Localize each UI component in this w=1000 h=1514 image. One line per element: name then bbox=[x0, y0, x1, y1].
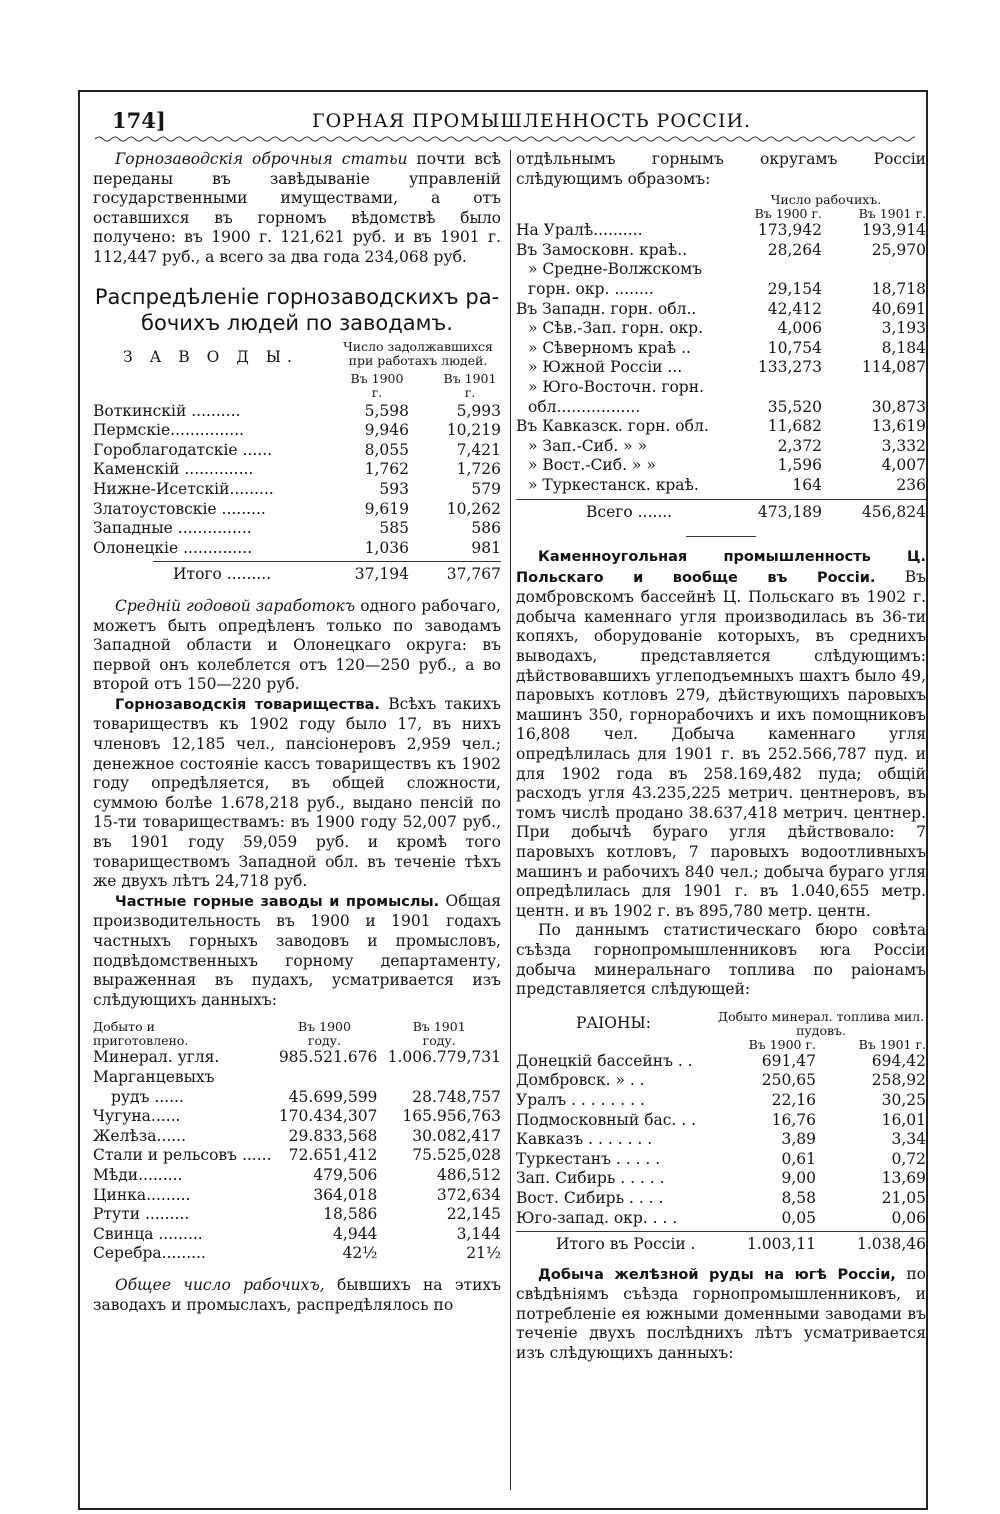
row-value: 250,65 bbox=[761, 1071, 816, 1090]
row-label: » Сѣверномъ краѣ .. bbox=[528, 338, 691, 357]
total-value: 37,767 bbox=[446, 565, 501, 584]
table-col-label: Добыто и приготовлено. bbox=[93, 1019, 189, 1049]
row-label: Зап. Сибирь . . . . . bbox=[516, 1169, 665, 1188]
table-row bbox=[516, 358, 926, 378]
total-value: 1.038,46 bbox=[856, 1235, 926, 1254]
table-workers-by-district bbox=[516, 193, 926, 522]
row-value: 10,219 bbox=[446, 421, 501, 440]
row-value: 4,006 bbox=[777, 319, 822, 338]
row-label: Свинца ......... bbox=[93, 1224, 203, 1243]
row-value: 170.434,307 bbox=[278, 1107, 378, 1126]
paragraph-obrochnye bbox=[93, 150, 501, 268]
row-value: 9,619 bbox=[364, 499, 409, 518]
table-group-header: Число задолжавшихся при работахъ людей. bbox=[343, 338, 493, 368]
table-row bbox=[516, 241, 926, 261]
paragraph-text: Общая производительность въ 1900 и 1901 годахъ частныхъ горныхъ заводовъ и промысловъ, подвѣдомственныхъ горному департаменту, выраженная въ пудахъ, усматривается изъ слѣдующихъ данныхъ: bbox=[93, 891, 502, 1009]
row-label: Домбровск. » . . bbox=[516, 1071, 645, 1090]
row-label: » Средне-Волжскомъ bbox=[528, 260, 703, 279]
row-value: 3,34 bbox=[891, 1130, 926, 1149]
row-value: 13,619 bbox=[871, 417, 926, 436]
row-value: 35,520 bbox=[767, 397, 822, 416]
row-label: Донецкій бассейнъ . . bbox=[516, 1051, 693, 1070]
table-year-header: Въ 1901 г. bbox=[858, 1036, 926, 1052]
bold-lead: Частные горные заводы и промыслы. bbox=[115, 893, 440, 910]
table-row bbox=[93, 1166, 501, 1186]
italic-lead: Средній годовой заработокъ bbox=[115, 596, 356, 615]
row-value bbox=[822, 260, 926, 280]
italic-lead: Общее число рабочихъ, bbox=[115, 1275, 325, 1294]
heading-line-2: бочихъ людей по заводамъ. bbox=[141, 310, 453, 335]
table-col-label: РАІОНЫ: bbox=[576, 1013, 651, 1032]
row-label: Въ Западн. горн. обл.. bbox=[516, 299, 697, 318]
paragraph-associations bbox=[93, 695, 501, 892]
total-value: 456,824 bbox=[861, 502, 926, 521]
bold-lead: Горнозаводскія товарищества. bbox=[115, 696, 380, 713]
row-label: Туркестанъ . . . . . bbox=[516, 1149, 661, 1168]
row-label: » Юго-Восточн. горн. bbox=[528, 377, 704, 396]
section-heading-distribution bbox=[93, 284, 501, 336]
row-label: Юго-запад. окр. . . . bbox=[516, 1208, 678, 1227]
table-row bbox=[93, 480, 501, 500]
row-value: 4,007 bbox=[881, 456, 926, 475]
table-row bbox=[516, 1130, 926, 1150]
table-group-header: Добыто минерал. топлива мил. пудовъ. bbox=[717, 1008, 925, 1038]
row-value: 0,05 bbox=[781, 1208, 816, 1227]
paragraph-text: по свѣдѣніямъ съѣзда горнопромышленниковъ, и потребленіе ея южными доменными заводами въ теченіе двухъ послѣднихъ лѣтъ усматривается изъ слѣдующихъ данныхъ: bbox=[516, 1264, 926, 1363]
row-value: 985.521.676 bbox=[278, 1048, 378, 1067]
row-value: 173,942 bbox=[757, 221, 822, 240]
row-value: 16,76 bbox=[771, 1110, 816, 1129]
row-value: 164 bbox=[792, 475, 822, 494]
table-row bbox=[516, 378, 926, 398]
row-label: Уралъ . . . . . . . . bbox=[516, 1090, 645, 1109]
table-row bbox=[516, 300, 926, 320]
row-label: Марганцевыхъ bbox=[93, 1067, 215, 1086]
table-row bbox=[516, 437, 926, 457]
table-year-header: Въ 1901 г. bbox=[443, 370, 497, 400]
table-row bbox=[516, 319, 926, 339]
table-year-header: Въ 1900 г. bbox=[350, 370, 404, 400]
table-row bbox=[516, 1071, 926, 1091]
row-value: 372,634 bbox=[436, 1185, 501, 1204]
row-value: 21,05 bbox=[881, 1188, 926, 1207]
row-value: 75.525,028 bbox=[412, 1146, 501, 1165]
row-label: Каменскій .............. bbox=[93, 460, 254, 479]
table-row bbox=[93, 1146, 501, 1166]
table-row bbox=[93, 1068, 501, 1088]
row-value: 364,018 bbox=[313, 1185, 378, 1204]
row-value: 30.082,417 bbox=[412, 1126, 501, 1145]
row-label: Ртути ......... bbox=[93, 1205, 190, 1224]
table-total-row bbox=[93, 565, 501, 585]
short-rule bbox=[686, 536, 756, 537]
table-row bbox=[516, 221, 926, 241]
row-label: » Зап.-Сиб. » » bbox=[528, 436, 648, 455]
row-value bbox=[726, 260, 822, 280]
row-label: Олонецкіе .............. bbox=[93, 538, 253, 557]
table-total-row bbox=[516, 503, 926, 523]
table-year-header: Въ 1901 году. bbox=[412, 1019, 466, 1049]
row-label: Минерал. угля. bbox=[93, 1048, 220, 1067]
paragraph-iron-ore bbox=[516, 1265, 926, 1364]
table-fuel-by-region bbox=[516, 1010, 926, 1255]
row-value bbox=[822, 378, 926, 398]
right-column bbox=[516, 150, 926, 1364]
paragraph-workers-total bbox=[93, 1276, 501, 1315]
bold-lead: Добыча желѣзной руды на югѣ Россіи, bbox=[538, 1266, 896, 1283]
row-value: 28.748,757 bbox=[412, 1087, 501, 1106]
row-label: Въ Замосковн. краѣ.. bbox=[516, 240, 688, 259]
paragraph-bureau: По даннымъ статистическаго бюро совѣта съѣзда горнопромышленниковъ юга Россіи добыча минеральнаго топлива по раіонамъ представляется слѣдующей: bbox=[516, 921, 926, 999]
row-value: 1,596 bbox=[777, 456, 822, 475]
paragraph-text: почти всѣ переданы въ завѣдываніе управленій государственными имуществами, а отъ оставшихся въ горномъ вѣдомствѣ было получено: въ 1900 г. 121,621 руб. и въ 1901 г. 112,447 руб., а всего за два года 234,068 руб. bbox=[93, 150, 501, 266]
row-value: 236 bbox=[896, 475, 926, 494]
paragraph-continuation: отдѣльнымъ горнымъ округамъ Россіи слѣдующимъ образомъ: bbox=[516, 150, 926, 188]
row-value: 22,145 bbox=[446, 1205, 501, 1224]
paragraph-text: бывшихъ на этихъ заводахъ и промыслахъ, распредѣлялось по bbox=[93, 1275, 502, 1314]
row-value: 29,154 bbox=[767, 279, 822, 298]
paragraph-text: одного рабочаго, можетъ быть опредѣленъ только по заводамъ Западной области и Олонецкаго округа: въ первой онъ колеблется отъ 120—250 руб., а во второй отъ 150—220 руб. bbox=[93, 596, 501, 694]
table-year-header: Въ 1901 г. bbox=[858, 206, 926, 222]
row-value: 3,89 bbox=[781, 1130, 816, 1149]
row-value: 479,506 bbox=[313, 1165, 378, 1184]
row-value: 9,00 bbox=[781, 1169, 816, 1188]
table-row bbox=[93, 1186, 501, 1206]
row-value: 11,682 bbox=[767, 417, 822, 436]
row-value: 4,944 bbox=[333, 1224, 378, 1243]
row-label: На Уралѣ.......... bbox=[516, 221, 643, 240]
table-row bbox=[93, 1088, 501, 1108]
row-value: 10,754 bbox=[767, 338, 822, 357]
row-value: 72.651,412 bbox=[288, 1146, 378, 1165]
row-value bbox=[272, 1068, 378, 1088]
page-number: 174] bbox=[112, 108, 166, 133]
table-row bbox=[93, 1225, 501, 1245]
paragraph-text: Въ домбровскомъ бассейнѣ Ц. Польскаго въ 1902 г. добыча каменнаго угля производилась въ 36-ти копяхъ, оборудованіе которыхъ, въ среднихъ выводахъ, представляется слѣдующимъ: дѣйствовавшихъ углеподъемныхъ шахтъ было 49, паровыхъ котловъ 279, дѣйствующихъ паровыхъ машинъ 350, горнорабочихъ и ихъ помощниковъ 16,808 чел. Добыча каменнаго угля опредѣлилась для 1901 г. въ 252.566,787 пуд. и для 1902 года въ 258.169,482 пуда; общій расходъ угля 43.235,225 метрич. центнеровъ, въ томъ числѣ продано 38.637,418 метрич. центнер. При добычѣ бураго угля дѣйствовало: 7 паровыхъ котловъ, 7 паровыхъ водоотливныхъ машинъ и рабочихъ 840 чел.; добыча бураго угля опредѣлилась для 1901 г. въ 1.040,655 метр. центн. и въ 1902 г. въ 895,780 метр. центн. bbox=[516, 567, 927, 920]
row-value: 5,993 bbox=[456, 401, 501, 420]
table-row bbox=[516, 456, 926, 476]
wavy-rule bbox=[95, 134, 915, 144]
row-label: Гороблагодатскіе ...... bbox=[93, 440, 273, 459]
table-row bbox=[516, 1189, 926, 1209]
row-value: 18,586 bbox=[323, 1205, 378, 1224]
table-col-label: З А В О Д Ы. bbox=[123, 347, 298, 366]
table-workers-by-plant bbox=[93, 340, 501, 585]
row-value: 42½ bbox=[342, 1244, 378, 1263]
row-value: 25,970 bbox=[871, 240, 926, 259]
row-label: Западные ............... bbox=[93, 519, 252, 538]
row-value: 3,193 bbox=[881, 319, 926, 338]
total-label: Всего ....... bbox=[586, 502, 673, 521]
row-value: 1.006.779,731 bbox=[387, 1048, 501, 1067]
row-value: 30,873 bbox=[871, 397, 926, 416]
italic-lead: Горнозаводскія оброчныя статьи bbox=[115, 150, 408, 168]
table-row bbox=[516, 476, 926, 496]
table-row bbox=[93, 1244, 501, 1264]
table-row bbox=[516, 260, 926, 280]
row-value: 0,61 bbox=[781, 1149, 816, 1168]
table-row bbox=[516, 280, 926, 300]
row-value: 22,16 bbox=[771, 1090, 816, 1109]
row-value: 29.833,568 bbox=[288, 1126, 378, 1145]
row-value: 40,691 bbox=[871, 299, 926, 318]
row-value: 585 bbox=[379, 519, 409, 538]
row-value: 8,055 bbox=[364, 440, 409, 459]
row-value bbox=[377, 1068, 501, 1088]
row-label: горн. окр. ........ bbox=[528, 279, 654, 298]
table-year-header: Въ 1900 г. bbox=[748, 1036, 816, 1052]
table-row bbox=[93, 519, 501, 539]
row-label: Чугуна...... bbox=[93, 1107, 181, 1126]
table-row bbox=[516, 339, 926, 359]
row-value: 21½ bbox=[466, 1244, 501, 1263]
table-row bbox=[516, 1169, 926, 1189]
paragraph-coal bbox=[516, 547, 926, 921]
heading-line-1: Распредѣленіе горнозаводскихъ ра- bbox=[94, 284, 500, 309]
row-value: 694,42 bbox=[871, 1051, 926, 1070]
row-label: Вост. Сибирь . . . . bbox=[516, 1188, 664, 1207]
row-label: Воткинскій .......... bbox=[93, 401, 241, 420]
row-value: 486,512 bbox=[436, 1165, 501, 1184]
row-label: Златоустовскіе ......... bbox=[93, 499, 266, 518]
row-label: Стали и рельсовъ ...... bbox=[93, 1146, 272, 1165]
column-divider bbox=[510, 150, 511, 1490]
table-row bbox=[93, 460, 501, 480]
table-row bbox=[93, 1205, 501, 1225]
table-row bbox=[93, 1048, 501, 1068]
table-row bbox=[516, 1111, 926, 1131]
row-value: 30,25 bbox=[881, 1090, 926, 1109]
total-value: 37,194 bbox=[354, 565, 409, 584]
row-value: 586 bbox=[471, 519, 501, 538]
row-label: Въ Кавказск. горн. обл. bbox=[516, 417, 709, 436]
row-value: 7,421 bbox=[456, 440, 501, 459]
row-value: 5,598 bbox=[364, 401, 409, 420]
row-value: 579 bbox=[471, 479, 501, 498]
total-value: 473,189 bbox=[757, 502, 822, 521]
row-value: 42,412 bbox=[767, 299, 822, 318]
row-value: 8,58 bbox=[781, 1188, 816, 1207]
table-row bbox=[516, 417, 926, 437]
row-value: 593 bbox=[379, 479, 409, 498]
table-row bbox=[93, 1127, 501, 1147]
row-value: 0,06 bbox=[891, 1208, 926, 1227]
paragraph-text: Всѣхъ такихъ товариществъ къ 1902 году было 17, въ нихъ членовъ 12,185 чел., пансіонеровъ 2,959 чел.; денежное состояніе кассъ товариществъ къ 1902 году опредѣляется, въ общей сложности, суммою болѣе 1.678,218 руб., выдано пенсій по 15-ти товариществамъ: въ 1900 году 52,007 руб., въ 1901 году 59,059 руб. и кромѣ того товариществомъ Западной обл. въ теченіе тѣхъ же двухъ лѣтъ 24,718 руб. bbox=[93, 694, 501, 891]
row-label: Кавказъ . . . . . . . bbox=[516, 1130, 653, 1149]
row-value bbox=[726, 378, 822, 398]
row-value: 10,262 bbox=[446, 499, 501, 518]
total-label: Итого въ Россіи . bbox=[556, 1235, 696, 1254]
row-label: обл................. bbox=[528, 397, 641, 416]
row-value: 981 bbox=[471, 538, 501, 557]
row-value: 258,92 bbox=[871, 1071, 926, 1090]
row-value: 193,914 bbox=[861, 221, 926, 240]
row-value: 28,264 bbox=[767, 240, 822, 259]
row-value: 3,332 bbox=[881, 436, 926, 455]
table-production bbox=[93, 1020, 501, 1264]
row-value: 18,718 bbox=[871, 279, 926, 298]
row-label: рудъ ...... bbox=[111, 1087, 184, 1106]
row-label: » Южной Россіи ... bbox=[528, 358, 683, 377]
row-value: 2,372 bbox=[777, 436, 822, 455]
total-value: 1.003,11 bbox=[746, 1235, 816, 1254]
table-row bbox=[93, 1107, 501, 1127]
table-total-row bbox=[516, 1235, 926, 1255]
row-label: Подмосковный бас. . . bbox=[516, 1110, 697, 1129]
table-row bbox=[93, 500, 501, 520]
row-value: 9,946 bbox=[364, 421, 409, 440]
row-label: Цинка......... bbox=[93, 1185, 191, 1204]
table-row bbox=[516, 1209, 926, 1229]
row-label: » Туркестанск. краѣ. bbox=[528, 475, 699, 494]
table-row bbox=[516, 1052, 926, 1072]
table-row bbox=[516, 398, 926, 418]
row-value: 3,144 bbox=[456, 1224, 501, 1243]
row-label: » Сѣв.-Зап. горн. окр. bbox=[528, 319, 704, 338]
row-label: Мѣди......... bbox=[93, 1165, 183, 1184]
row-value: 1,036 bbox=[364, 538, 409, 557]
row-value: 0,72 bbox=[891, 1149, 926, 1168]
row-value: 691,47 bbox=[761, 1051, 816, 1070]
table-row bbox=[93, 421, 501, 441]
row-label: Пермскіе............... bbox=[93, 421, 245, 440]
row-label: » Вост.-Сиб. » » bbox=[528, 456, 656, 475]
table-year-header: Въ 1900 г. bbox=[754, 206, 822, 222]
table-year-header: Въ 1900 году. bbox=[298, 1019, 351, 1049]
table-row bbox=[516, 1091, 926, 1111]
row-value: 133,273 bbox=[757, 358, 822, 377]
table-row bbox=[93, 539, 501, 559]
table-group-header: Число рабочихъ. bbox=[770, 192, 882, 208]
row-value: 165.956,763 bbox=[402, 1107, 501, 1126]
row-value: 1,762 bbox=[364, 460, 409, 479]
table-row bbox=[93, 402, 501, 422]
total-label: Итого ......... bbox=[173, 565, 272, 584]
row-label: Серебра......... bbox=[93, 1244, 206, 1263]
row-label: Нижне-Исетскій......... bbox=[93, 479, 274, 498]
bold-lead: Каменноугольная промышленность Ц. Польскаго и вообще въ Россіи. bbox=[516, 549, 926, 586]
row-value: 114,087 bbox=[861, 358, 926, 377]
table-row bbox=[93, 441, 501, 461]
row-value: 1,726 bbox=[456, 460, 501, 479]
table-row bbox=[516, 1150, 926, 1170]
row-value: 8,184 bbox=[881, 338, 926, 357]
left-column bbox=[93, 150, 501, 1315]
row-value: 45.699,599 bbox=[288, 1087, 378, 1106]
row-value: 13,69 bbox=[881, 1169, 926, 1188]
paragraph-private-plants bbox=[93, 892, 501, 1011]
row-value: 16,01 bbox=[881, 1110, 926, 1129]
running-title: ГОРНАЯ ПРОМЫШЛЕННОСТЬ РОССІИ. bbox=[312, 110, 752, 132]
paragraph-wages bbox=[93, 597, 501, 695]
row-label: Желѣза...... bbox=[93, 1126, 187, 1145]
